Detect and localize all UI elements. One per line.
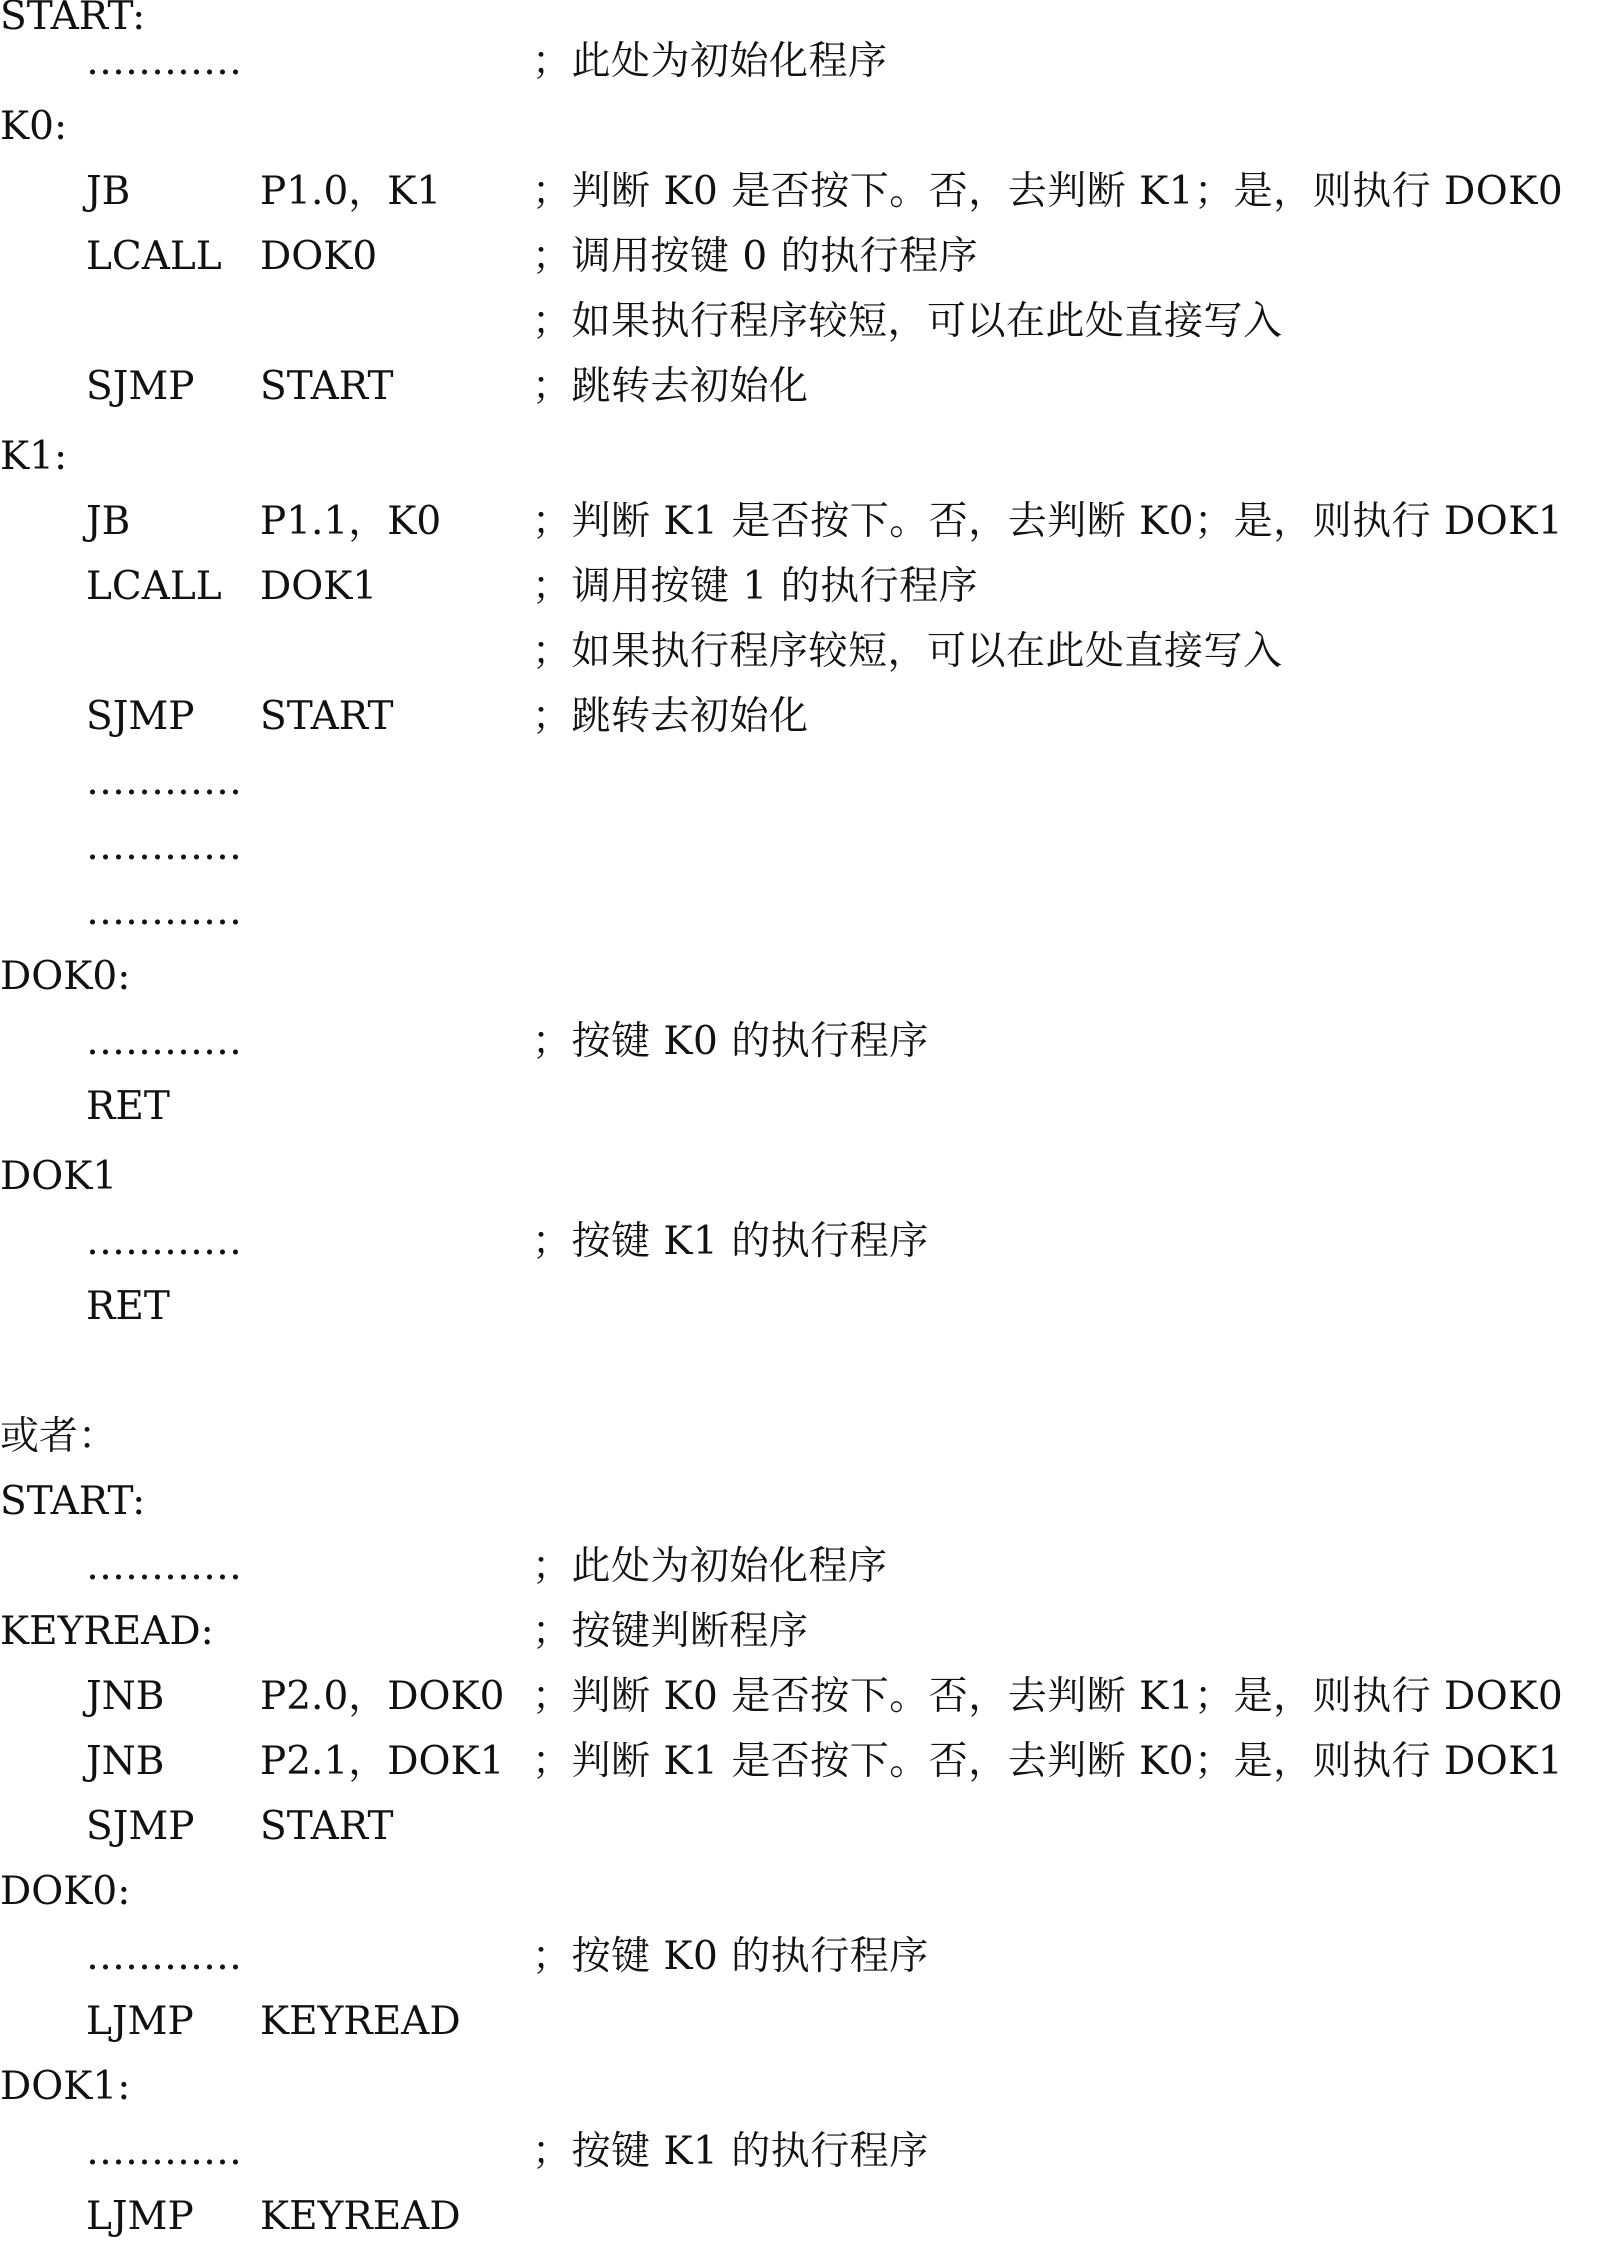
code-line <box>0 356 1610 418</box>
code-op: ………… <box>86 889 242 934</box>
code-arg: DOK1 <box>260 564 378 609</box>
code-arg: DOK0 <box>260 234 378 279</box>
code-comment: ；按键 K0 的执行程序 <box>532 1934 929 1979</box>
code-line <box>0 1076 1610 1138</box>
code-line <box>0 1666 1610 1728</box>
code-label: K0: <box>0 104 68 149</box>
code-op: JB <box>86 499 131 544</box>
code-label: DOK1 <box>0 1154 118 1199</box>
code-comment: ；此处为初始化程序 <box>532 1544 888 1589</box>
code-op: ………… <box>86 1544 242 1589</box>
code-op: LCALL <box>86 564 222 609</box>
code-comment: ；如果执行程序较短，可以在此处直接写入 <box>532 299 1283 344</box>
code-line <box>0 1146 1610 1208</box>
code-label: START: <box>0 0 146 39</box>
code-line <box>0 1731 1610 1793</box>
code-line <box>0 426 1610 488</box>
code-op: LJMP <box>86 2194 194 2239</box>
code-op: ………… <box>86 2129 242 2174</box>
code-line <box>0 946 1610 1008</box>
code-line <box>0 226 1610 288</box>
code-line <box>0 621 1610 683</box>
code-arg: P1.0，K1 <box>260 169 442 214</box>
code-line <box>0 1011 1610 1073</box>
code-line <box>0 1861 1610 1923</box>
code-label: KEYREAD: <box>0 1609 214 1654</box>
code-line <box>0 31 1610 93</box>
code-line <box>0 2121 1610 2183</box>
code-op: SJMP <box>86 1804 195 1849</box>
code-comment: ；调用按键 1 的执行程序 <box>532 564 979 609</box>
code-op: ………… <box>86 759 242 804</box>
code-line <box>0 1211 1610 1273</box>
code-line <box>0 1991 1610 2053</box>
code-line <box>0 1276 1610 1338</box>
code-op: JB <box>86 169 131 214</box>
code-op: JNB <box>86 1739 165 1784</box>
code-comment: ；按键 K0 的执行程序 <box>532 1019 929 1064</box>
code-comment: ；跳转去初始化 <box>532 364 809 409</box>
code-line <box>0 881 1610 943</box>
code-line <box>0 556 1610 618</box>
code-line <box>0 1406 1610 1468</box>
code-arg: START <box>260 364 394 409</box>
code-arg: P2.1，DOK1 <box>260 1739 505 1784</box>
code-line <box>0 291 1610 353</box>
code-label: DOK1: <box>0 2064 131 2109</box>
code-op: ………… <box>86 1219 242 1264</box>
code-label: START: <box>0 1479 146 1524</box>
code-comment: ；按键 K1 的执行程序 <box>532 2129 929 2174</box>
code-op: ………… <box>86 1934 242 1979</box>
code-arg: P1.1，K0 <box>260 499 442 544</box>
code-comment: ；此处为初始化程序 <box>532 39 888 84</box>
code-op: ………… <box>86 824 242 869</box>
code-arg: KEYREAD <box>260 1999 461 2044</box>
code-line <box>0 1471 1610 1533</box>
code-label: 或者： <box>0 1414 118 1459</box>
code-line <box>0 1601 1610 1663</box>
code-op: RET <box>86 1284 170 1329</box>
code-arg: START <box>260 694 394 739</box>
code-line <box>0 751 1610 813</box>
code-comment: ；判断 K0 是否按下。否，去判断 K1；是，则执行 DOK0 <box>532 169 1564 214</box>
code-line <box>0 96 1610 158</box>
code-op: RET <box>86 1084 170 1129</box>
code-comment: ；判断 K0 是否按下。否，去判断 K1；是，则执行 DOK0 <box>532 1674 1564 1719</box>
code-comment: ；跳转去初始化 <box>532 694 809 739</box>
code-arg: START <box>260 1804 394 1849</box>
code-line <box>0 2186 1610 2248</box>
code-label: K1: <box>0 434 68 479</box>
code-op: SJMP <box>86 694 195 739</box>
code-line <box>0 686 1610 748</box>
code-arg: KEYREAD <box>260 2194 461 2239</box>
code-op: JNB <box>86 1674 165 1719</box>
code-label: DOK0: <box>0 1869 131 1914</box>
code-comment: ；判断 K1 是否按下。否，去判断 K0；是，则执行 DOK1 <box>532 499 1564 544</box>
code-op: ………… <box>86 39 242 84</box>
code-line <box>0 1926 1610 1988</box>
code-line <box>0 816 1610 878</box>
code-line <box>0 1536 1610 1598</box>
code-comment: ；按键 K1 的执行程序 <box>532 1219 929 1264</box>
code-comment: ；判断 K1 是否按下。否，去判断 K0；是，则执行 DOK1 <box>532 1739 1564 1784</box>
code-line <box>0 161 1610 223</box>
code-op: ………… <box>86 1019 242 1064</box>
code-label: DOK0: <box>0 954 131 999</box>
code-op: LJMP <box>86 1999 194 2044</box>
code-op: LCALL <box>86 234 222 279</box>
code-line <box>0 2056 1610 2118</box>
code-comment: ；调用按键 0 的执行程序 <box>532 234 979 279</box>
code-comment: ；如果执行程序较短，可以在此处直接写入 <box>532 629 1283 674</box>
code-line <box>0 1796 1610 1858</box>
code-op: SJMP <box>86 364 195 409</box>
code-comment: ；按键判断程序 <box>532 1609 809 1654</box>
code-line <box>0 491 1610 553</box>
code-arg: P2.0，DOK0 <box>260 1674 505 1719</box>
